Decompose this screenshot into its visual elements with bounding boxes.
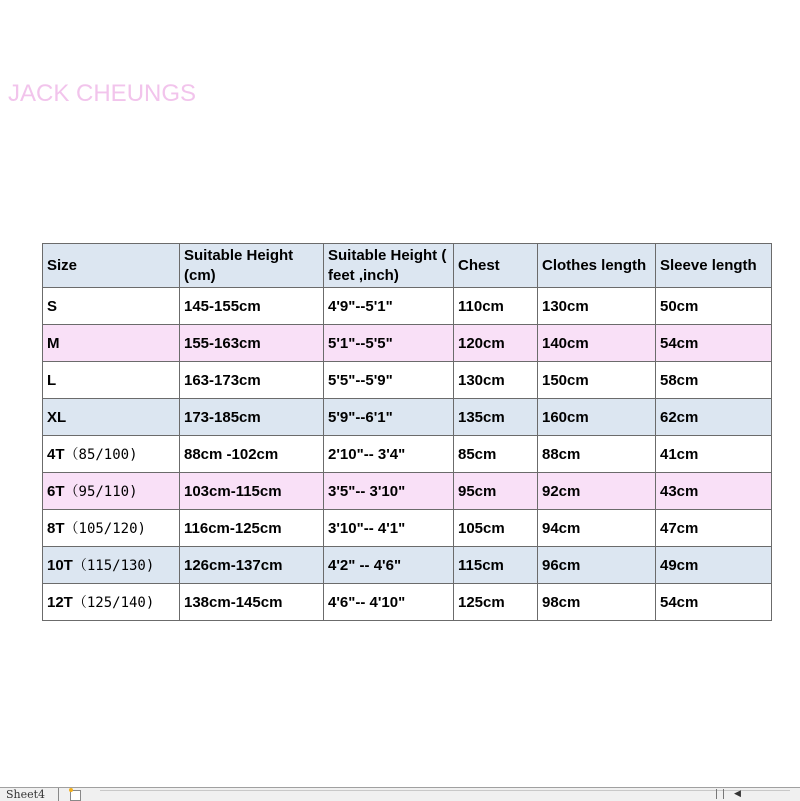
- cell-size: [43, 510, 180, 547]
- cell-clothes-length: 130cm: [538, 288, 656, 325]
- header-size: Size: [43, 244, 180, 288]
- cell-clothes-length: 88cm: [538, 436, 656, 473]
- cell-size: [43, 473, 180, 510]
- cell-size: [43, 436, 180, 473]
- cell-chest: 130cm: [454, 362, 538, 399]
- cell-size: XL: [43, 399, 180, 436]
- cell-size: S: [43, 288, 180, 325]
- cell-height-ft: 5'9"--6'1": [324, 399, 454, 436]
- size-chart-table: [42, 243, 772, 621]
- cell-height-ft: 4'2" -- 4'6": [324, 547, 454, 584]
- cell-size: [43, 584, 180, 621]
- cell-sleeve-length: 62cm: [656, 399, 772, 436]
- cell-height-cm: 103cm-115cm: [180, 473, 324, 510]
- header-clothes-length: Clothes length: [538, 244, 656, 288]
- cell-sleeve-length: 54cm: [656, 584, 772, 621]
- size-note: （95/110): [64, 484, 138, 500]
- cell-clothes-length: 94cm: [538, 510, 656, 547]
- size-code: 12T: [47, 594, 73, 611]
- cell-chest: 120cm: [454, 325, 538, 362]
- size-note: （125/140): [72, 595, 155, 611]
- size-note: （115/130): [72, 558, 155, 574]
- cell-height-ft: 4'9"--5'1": [324, 288, 454, 325]
- cell-clothes-length: 98cm: [538, 584, 656, 621]
- cell-chest: 115cm: [454, 547, 538, 584]
- cell-sleeve-length: 50cm: [656, 288, 772, 325]
- header-height-cm: Suitable Height (cm): [180, 244, 324, 288]
- cell-chest: 135cm: [454, 399, 538, 436]
- cell-sleeve-length: 47cm: [656, 510, 772, 547]
- cell-chest: 95cm: [454, 473, 538, 510]
- cell-sleeve-length: 43cm: [656, 473, 772, 510]
- scroll-left-icon[interactable]: ◀: [734, 789, 741, 799]
- cell-sleeve-length: 41cm: [656, 436, 772, 473]
- cell-height-ft: 3'5"-- 3'10": [324, 473, 454, 510]
- table-row: [43, 325, 772, 362]
- cell-clothes-length: 140cm: [538, 325, 656, 362]
- brand-watermark: JACK CHEUNGS: [8, 80, 197, 107]
- cell-sleeve-length: 54cm: [656, 325, 772, 362]
- scroll-grip-icon[interactable]: [716, 789, 724, 799]
- table-row: [43, 288, 772, 325]
- table-row: [43, 436, 772, 473]
- cell-chest: 85cm: [454, 436, 538, 473]
- cell-clothes-length: 150cm: [538, 362, 656, 399]
- cell-height-ft: 5'1"--5'5": [324, 325, 454, 362]
- cell-clothes-length: 96cm: [538, 547, 656, 584]
- cell-chest: 110cm: [454, 288, 538, 325]
- cell-size: M: [43, 325, 180, 362]
- cell-height-cm: 88cm -102cm: [180, 436, 324, 473]
- header-sleeve-length: Sleeve length: [656, 244, 772, 288]
- size-note: （105/120): [64, 521, 146, 537]
- table-row: [43, 510, 772, 547]
- cell-sleeve-length: 49cm: [656, 547, 772, 584]
- cell-chest: 125cm: [454, 584, 538, 621]
- size-code: 4T: [47, 446, 65, 463]
- cell-chest: 105cm: [454, 510, 538, 547]
- cell-size: [43, 547, 180, 584]
- table-row: [43, 584, 772, 621]
- cell-height-cm: 173-185cm: [180, 399, 324, 436]
- cell-height-cm: 126cm-137cm: [180, 547, 324, 584]
- header-height-ft: Suitable Height ( feet ,inch): [324, 244, 454, 288]
- table-row: [43, 399, 772, 436]
- size-note: （85/100): [64, 447, 138, 463]
- table-row: [43, 547, 772, 584]
- cell-height-ft: 3'10"-- 4'1": [324, 510, 454, 547]
- cell-height-cm: 138cm-145cm: [180, 584, 324, 621]
- cell-height-cm: 145-155cm: [180, 288, 324, 325]
- cell-height-cm: 155-163cm: [180, 325, 324, 362]
- sheet-tab-bar: [0, 787, 800, 801]
- table-header-row: [43, 244, 772, 288]
- cell-height-ft: 2'10"-- 3'4": [324, 436, 454, 473]
- size-code: 6T: [47, 483, 65, 500]
- table-row: [43, 362, 772, 399]
- cell-height-cm: 116cm-125cm: [180, 510, 324, 547]
- cell-size: L: [43, 362, 180, 399]
- cell-clothes-length: 160cm: [538, 399, 656, 436]
- size-code: 10T: [47, 557, 73, 574]
- cell-clothes-length: 92cm: [538, 473, 656, 510]
- sheet-tab-sheet4[interactable]: Sheet4: [6, 788, 46, 801]
- cell-height-cm: 163-173cm: [180, 362, 324, 399]
- horizontal-scrollbar[interactable]: [100, 790, 790, 800]
- cell-height-ft: 4'6"-- 4'10": [324, 584, 454, 621]
- header-chest: Chest: [454, 244, 538, 288]
- insert-sheet-icon[interactable]: [70, 790, 81, 801]
- cell-height-ft: 5'5"--5'9": [324, 362, 454, 399]
- cell-sleeve-length: 58cm: [656, 362, 772, 399]
- table-row: [43, 473, 772, 510]
- size-code: 8T: [47, 520, 65, 537]
